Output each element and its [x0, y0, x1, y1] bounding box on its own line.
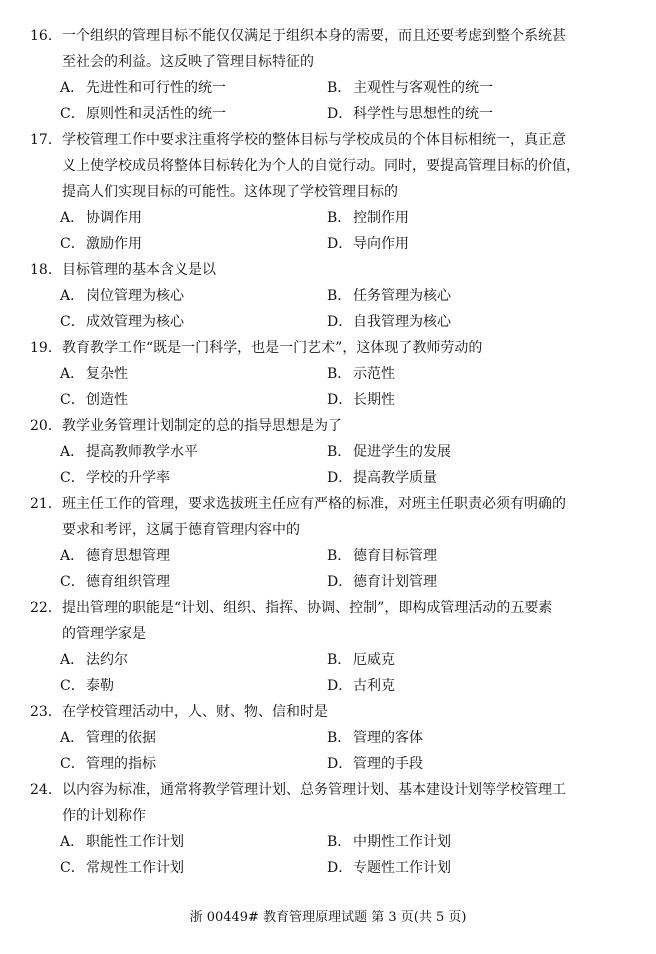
answer-option [60, 647, 128, 673]
answer-option [60, 361, 128, 387]
question-stem-continued [30, 803, 630, 829]
option-text: 学校的升学率 [86, 470, 170, 486]
option-row [30, 283, 630, 309]
question-text: 的管理学家是 [62, 626, 146, 642]
option-text: 先进性和可行性的统一 [86, 80, 226, 96]
question-text: 学校管理工作中要求注重将学校的整体目标与学校成员的个体目标相统一，真正意 [62, 132, 566, 148]
option-letter: B． [327, 366, 352, 382]
answer-option [60, 829, 184, 855]
option-text: 任务管理为核心 [353, 288, 451, 304]
question-number: 23． [30, 704, 62, 720]
option-text: 常规性工作计划 [86, 860, 184, 876]
page-footer: 浙 00449# 教育管理原理试题 第 3 页(共 5 页) [189, 910, 467, 925]
answer-option [60, 751, 156, 777]
option-letter: A． [60, 210, 85, 226]
answer-option [327, 829, 451, 855]
option-text: 厄威克 [353, 652, 395, 668]
answer-option [327, 543, 437, 569]
answer-option [60, 439, 198, 465]
answer-option [327, 361, 395, 387]
option-letter: B． [327, 80, 352, 96]
answer-option [60, 465, 170, 491]
answer-option [60, 673, 114, 699]
question-item [30, 335, 630, 413]
answer-option [60, 231, 142, 257]
question-number: 16． [30, 28, 62, 44]
question-stem-continued [30, 621, 630, 647]
question-stem [30, 777, 630, 803]
option-letter: A． [60, 730, 85, 746]
option-letter: D． [327, 574, 353, 590]
option-row [30, 569, 630, 595]
question-item [30, 23, 630, 127]
answer-option [60, 569, 170, 595]
option-text: 协调作用 [86, 210, 142, 226]
option-text: 管理的依据 [86, 730, 156, 746]
answer-option [327, 75, 493, 101]
option-letter: C． [60, 314, 85, 330]
question-item [30, 413, 630, 491]
option-letter: C． [60, 678, 85, 694]
option-row [30, 361, 630, 387]
option-letter: B． [327, 288, 352, 304]
question-stem-continued [30, 153, 630, 179]
answer-option [327, 283, 451, 309]
option-text: 促进学生的发展 [353, 444, 451, 460]
answer-option [327, 855, 451, 881]
option-letter: B． [327, 548, 352, 564]
option-row [30, 465, 630, 491]
question-text: 提出管理的职能是“计划、组织、指挥、协调、控制”，即构成管理活动的五要素 [62, 600, 553, 616]
question-text: 目标管理的基本含义是以 [62, 262, 216, 278]
question-number: 22． [30, 600, 62, 616]
option-text: 岗位管理为核心 [86, 288, 184, 304]
question-stem [30, 699, 630, 725]
option-row [30, 439, 630, 465]
question-item [30, 127, 630, 257]
option-letter: C． [60, 236, 85, 252]
answer-option [60, 855, 184, 881]
option-row [30, 829, 630, 855]
answer-option [327, 465, 437, 491]
option-text: 提高教师教学水平 [86, 444, 198, 460]
question-text: 一个组织的管理目标不能仅仅满足于组织本身的需要，而且还要考虑到整个系统甚 [62, 28, 566, 44]
option-row [30, 75, 630, 101]
option-text: 激励作用 [86, 236, 142, 252]
question-stem [30, 257, 630, 283]
option-letter: D． [327, 314, 353, 330]
question-text: 作的计划称作 [62, 808, 146, 824]
option-text: 管理的手段 [353, 756, 423, 772]
option-text: 长期性 [353, 392, 395, 408]
option-text: 创造性 [86, 392, 128, 408]
option-row [30, 205, 630, 231]
option-letter: C． [60, 860, 85, 876]
option-text: 科学性与思想性的统一 [353, 106, 493, 122]
option-text: 复杂性 [86, 366, 128, 382]
option-letter: C． [60, 574, 85, 590]
option-text: 古利克 [353, 678, 395, 694]
option-row [30, 101, 630, 127]
question-number: 17． [30, 132, 62, 148]
answer-option [327, 309, 451, 335]
option-row [30, 751, 630, 777]
answer-option [327, 751, 423, 777]
answer-option [60, 283, 184, 309]
option-letter: D． [327, 678, 353, 694]
question-text: 义上使学校成员将整体目标转化为个人的自觉行动。同时，要提高管理目标的价值， [62, 158, 580, 174]
question-stem-continued [30, 179, 630, 205]
answer-option [327, 101, 493, 127]
option-letter: B． [327, 652, 352, 668]
question-text: 提高人们实现目标的可能性。这体现了学校管理目标的 [62, 184, 398, 200]
question-stem-continued [30, 517, 630, 543]
answer-option [60, 75, 226, 101]
answer-option [327, 647, 395, 673]
option-text: 提高教学质量 [353, 470, 437, 486]
option-letter: B． [327, 730, 352, 746]
option-text: 示范性 [353, 366, 395, 382]
option-letter: D． [327, 470, 353, 486]
option-text: 法约尔 [86, 652, 128, 668]
question-item [30, 595, 630, 699]
question-number: 18． [30, 262, 62, 278]
option-letter: A． [60, 366, 85, 382]
question-number: 24． [30, 782, 62, 798]
option-text: 德育思想管理 [86, 548, 170, 564]
answer-option [327, 205, 409, 231]
option-letter: D． [327, 106, 353, 122]
option-letter: C． [60, 392, 85, 408]
option-letter: C． [60, 470, 85, 486]
option-letter: D． [327, 392, 353, 408]
answer-option [60, 101, 226, 127]
option-text: 自我管理为核心 [353, 314, 451, 330]
option-text: 泰勒 [86, 678, 114, 694]
option-letter: B． [327, 210, 352, 226]
option-letter: A． [60, 834, 85, 850]
question-stem [30, 595, 630, 621]
question-text: 要求和考评，这属于德育管理内容中的 [62, 522, 300, 538]
answer-option [60, 309, 184, 335]
option-text: 管理的客体 [353, 730, 423, 746]
option-text: 管理的指标 [86, 756, 156, 772]
answer-option [60, 543, 170, 569]
question-stem-continued [30, 49, 630, 75]
option-text: 德育目标管理 [353, 548, 437, 564]
question-stem [30, 335, 630, 361]
option-letter: A． [60, 444, 85, 460]
question-text: 在学校管理活动中，人、财、物、信和时是 [62, 704, 328, 720]
option-letter: C． [60, 106, 85, 122]
option-text: 主观性与客观性的统一 [353, 80, 493, 96]
answer-option [327, 439, 451, 465]
answer-option [60, 205, 142, 231]
option-row [30, 647, 630, 673]
question-text: 教学业务管理计划制定的总的指导思想是为了 [62, 418, 342, 434]
option-text: 专题性工作计划 [353, 860, 451, 876]
question-stem [30, 127, 630, 153]
option-text: 控制作用 [353, 210, 409, 226]
answer-option [327, 725, 423, 751]
question-number: 20． [30, 418, 62, 434]
answer-option [327, 569, 437, 595]
answer-option [327, 387, 395, 413]
answer-option [327, 673, 395, 699]
answer-option [60, 387, 128, 413]
answer-option [327, 231, 409, 257]
option-letter: B． [327, 834, 352, 850]
option-row [30, 673, 630, 699]
option-letter: D． [327, 756, 353, 772]
option-letter: D． [327, 860, 353, 876]
option-letter: C． [60, 756, 85, 772]
option-letter: A． [60, 288, 85, 304]
option-letter: B． [327, 444, 352, 460]
option-text: 原则性和灵活性的统一 [86, 106, 226, 122]
option-row [30, 855, 630, 881]
option-row [30, 309, 630, 335]
option-row [30, 725, 630, 751]
question-number: 19． [30, 340, 62, 356]
question-text: 教育教学工作“既是一门科学，也是一门艺术”，这体现了教师劳动的 [62, 340, 483, 356]
question-item [30, 699, 630, 777]
option-row [30, 543, 630, 569]
option-text: 职能性工作计划 [86, 834, 184, 850]
question-stem [30, 491, 630, 517]
option-text: 成效管理为核心 [86, 314, 184, 330]
option-letter: D． [327, 236, 353, 252]
question-number: 21． [30, 496, 62, 512]
question-item [30, 777, 630, 881]
option-letter: A． [60, 652, 85, 668]
option-letter: A． [60, 548, 85, 564]
question-text: 以内容为标准，通常将教学管理计划、总务管理计划、基本建设计划等学校管理工 [62, 782, 566, 798]
option-text: 导向作用 [353, 236, 409, 252]
question-item [30, 491, 630, 595]
option-letter: A． [60, 80, 85, 96]
option-text: 中期性工作计划 [353, 834, 451, 850]
question-text: 班主任工作的管理，要求选拔班主任应有严格的标准，对班主任职责必须有明确的 [62, 496, 566, 512]
option-text: 德育计划管理 [353, 574, 437, 590]
option-text: 德育组织管理 [86, 574, 170, 590]
question-stem [30, 413, 630, 439]
option-row [30, 231, 630, 257]
answer-option [60, 725, 156, 751]
question-item [30, 257, 630, 335]
option-row [30, 387, 630, 413]
question-stem [30, 23, 630, 49]
question-text: 至社会的利益。这反映了管理目标特征的 [62, 54, 314, 70]
